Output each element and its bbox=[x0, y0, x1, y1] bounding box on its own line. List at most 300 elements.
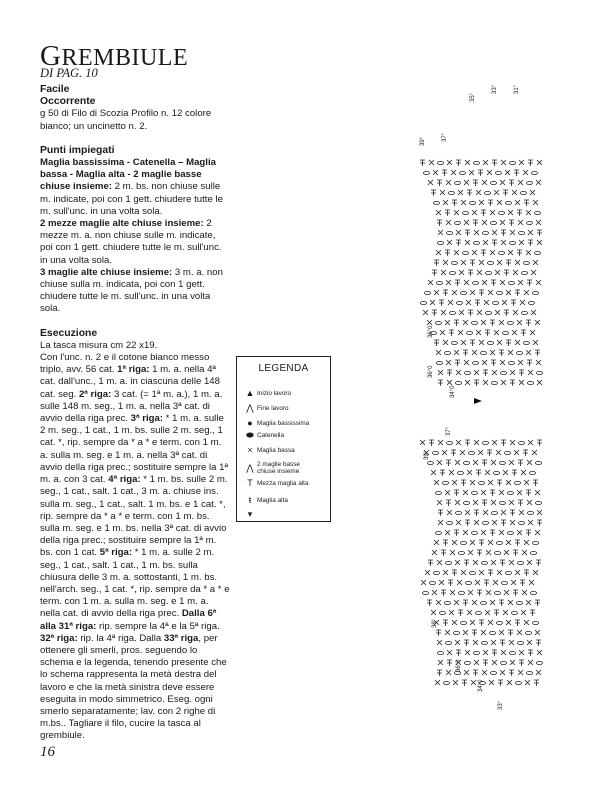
chart-stitch-symbol bbox=[519, 521, 525, 524]
chart-stitch-symbol bbox=[500, 640, 505, 646]
chart-stitch-symbol bbox=[461, 570, 466, 575]
chart-stitch-symbol bbox=[474, 230, 479, 235]
chart-stitch-symbol bbox=[454, 210, 459, 215]
chart-stitch-symbol bbox=[472, 491, 478, 494]
legend-item: ⋀ Fine lavoro bbox=[243, 405, 289, 412]
chart-stitch-symbol bbox=[531, 270, 536, 275]
chart-stitch-symbol bbox=[509, 180, 514, 186]
chart-stitch-symbol bbox=[528, 160, 533, 166]
chart-stitch-symbol bbox=[527, 560, 532, 565]
chart-stitch-symbol bbox=[423, 591, 429, 594]
chart-stitch-symbol bbox=[533, 291, 539, 294]
chart-stitch-symbol bbox=[501, 520, 506, 526]
chart-stitch-symbol bbox=[463, 530, 468, 535]
chart-stitch-symbol bbox=[442, 450, 447, 455]
chart-stitch-symbol bbox=[531, 551, 537, 554]
chart-stitch-symbol bbox=[494, 471, 500, 474]
chart-stitch-symbol bbox=[519, 660, 524, 666]
chart-stitch-symbol bbox=[449, 330, 454, 336]
chart-stitch-symbol bbox=[463, 251, 469, 254]
chart-stitch-symbol bbox=[450, 271, 456, 274]
chart-stitch-symbol bbox=[445, 601, 451, 604]
chart-stitch-symbol bbox=[519, 441, 525, 444]
chart-stitch-symbol bbox=[504, 270, 509, 276]
chart-stitch-symbol bbox=[531, 591, 537, 594]
chart-stitch-symbol bbox=[481, 630, 486, 635]
chart-stitch-symbol bbox=[518, 670, 523, 675]
chart-stitch-symbol bbox=[510, 510, 515, 516]
chart-stitch-symbol bbox=[524, 570, 529, 576]
chart-stitch-symbol bbox=[447, 660, 452, 666]
chart-stitch-symbol bbox=[434, 340, 439, 346]
legend-item: ŧ Maglia alta bbox=[243, 497, 288, 504]
chart-stitch-symbol bbox=[504, 590, 509, 595]
chart-stitch-symbol bbox=[464, 220, 469, 225]
chart-stitch-symbol bbox=[508, 600, 513, 605]
chart-stitch-symbol bbox=[468, 550, 473, 555]
chart-stitch-symbol bbox=[528, 520, 533, 525]
chart-stitch-symbol bbox=[427, 320, 432, 325]
chart-stitch-symbol bbox=[500, 220, 505, 225]
chart-stitch-symbol bbox=[445, 530, 450, 535]
chart-stitch-symbol bbox=[533, 621, 539, 624]
chart-stitch-symbol bbox=[479, 260, 484, 265]
chart-stitch-symbol bbox=[492, 440, 497, 445]
chart-stitch-symbol bbox=[434, 480, 439, 485]
chart-stitch-symbol bbox=[465, 240, 470, 245]
chart-stitch-symbol bbox=[535, 630, 540, 635]
chart-stitch-symbol bbox=[501, 661, 507, 664]
chart-stitch-symbol bbox=[453, 680, 458, 685]
chart-stitch-symbol bbox=[510, 370, 515, 375]
chart-stitch-symbol bbox=[479, 481, 485, 484]
chart-stitch-symbol bbox=[481, 250, 486, 256]
chart-stitch-symbol bbox=[513, 550, 518, 556]
chart-stitch-symbol bbox=[497, 291, 503, 294]
chart-stitch-symbol bbox=[446, 360, 451, 365]
chart-stitch-symbol bbox=[519, 160, 524, 165]
stitches-list: Maglia bassissima - Catenella – Maglia bassa - Maglia alta - 2 maglie basse chiuse insieme: 2 m. bs. non chiuse sulle m. indicate, poi con 1 gett. chiudere tutte le m. sull'unc. in una volta sola. bbox=[40, 157, 223, 217]
chart-stitch-symbol bbox=[459, 551, 465, 554]
chart-stitch-symbol bbox=[526, 250, 531, 255]
chart-stitch-symbol bbox=[448, 580, 453, 586]
chart-stitch-symbol bbox=[428, 180, 433, 185]
chart-stitch-symbol bbox=[533, 541, 539, 544]
chart-stitch-symbol bbox=[447, 380, 452, 385]
chart-stitch-symbol bbox=[517, 490, 522, 495]
chart-stitch-symbol bbox=[437, 220, 442, 226]
chart-stitch-symbol bbox=[473, 361, 479, 364]
chart-stitch-symbol bbox=[482, 561, 488, 564]
chart-stitch-symbol bbox=[458, 330, 463, 335]
chart-stitch-symbol bbox=[521, 610, 526, 615]
chart-stitch-symbol bbox=[479, 290, 484, 296]
chart-stitch-symbol bbox=[465, 160, 470, 165]
chart-stitch-symbol bbox=[454, 350, 459, 355]
chart-stitch-symbol bbox=[505, 451, 511, 454]
chart-stitch-symbol bbox=[537, 380, 542, 385]
chart-stitch-symbol bbox=[470, 290, 475, 295]
chart-stitch-symbol bbox=[491, 181, 497, 184]
chart-stitch-symbol bbox=[522, 550, 527, 555]
chart-stitch-symbol bbox=[485, 191, 491, 194]
chart-stitch-symbol bbox=[477, 270, 482, 275]
chart-stitch-symbol bbox=[530, 330, 535, 335]
chart-stitch-symbol bbox=[494, 190, 499, 195]
chart-stitch-symbol bbox=[483, 650, 488, 655]
chart-stitch-symbol bbox=[431, 470, 436, 475]
chart-stitch-symbol bbox=[482, 670, 487, 675]
chart-stitch-symbol bbox=[481, 351, 487, 354]
chart-stitch-symbol bbox=[424, 171, 430, 174]
chart-stitch-symbol bbox=[445, 210, 450, 216]
chart-stitch-symbol bbox=[495, 270, 500, 275]
start-arrow-icon bbox=[474, 398, 482, 404]
materials-text: g 50 di Filo di Scozia Profilo n. 12 colore bianco; un uncinetto n. 2. bbox=[40, 108, 212, 132]
chart-stitch-symbol bbox=[447, 240, 452, 245]
chart-stitch-symbol bbox=[477, 550, 482, 556]
chart-stitch-symbol bbox=[448, 300, 453, 305]
chart-stitch-symbol bbox=[536, 670, 541, 675]
chart-stitch-symbol bbox=[469, 451, 475, 454]
chart-stitch-symbol bbox=[537, 160, 542, 165]
chart-stitch-symbol bbox=[533, 200, 538, 205]
chart-stitch-symbol bbox=[509, 500, 514, 505]
chart-stitch-symbol bbox=[490, 250, 495, 255]
chart-stitch-symbol bbox=[437, 640, 442, 645]
chart-stitch-symbol bbox=[478, 450, 483, 455]
chart-stitch-symbol bbox=[495, 551, 501, 554]
chart-stitch-symbol bbox=[481, 210, 486, 216]
chart-stitch-symbol bbox=[452, 570, 457, 576]
chart-stitch-symbol bbox=[464, 360, 469, 365]
chart-stitch-symbol bbox=[438, 380, 443, 386]
chart-stitch-symbol bbox=[506, 620, 511, 625]
chart-stitch-symbol bbox=[444, 681, 450, 684]
chart-stitch-symbol bbox=[450, 590, 455, 595]
chart-label: 34°0 bbox=[450, 385, 456, 398]
chart-stitch-symbol bbox=[510, 230, 515, 235]
chart-stitch-symbol bbox=[501, 440, 506, 446]
chart-stitch-symbol bbox=[517, 530, 522, 535]
chart-stitch-symbol bbox=[455, 500, 460, 505]
chart-stitch-symbol bbox=[500, 560, 505, 566]
chart-stitch-symbol bbox=[451, 450, 456, 456]
chart-stitch-symbol bbox=[509, 560, 514, 565]
chart-stitch-symbol bbox=[428, 461, 434, 464]
chart-stitch-symbol bbox=[468, 310, 473, 316]
chart-stitch-symbol bbox=[515, 200, 520, 205]
chart-stitch-symbol bbox=[466, 300, 471, 305]
chart-stitch-symbol bbox=[518, 280, 523, 285]
chart-stitch-symbol bbox=[423, 310, 428, 315]
chart-stitch-symbol bbox=[421, 301, 427, 304]
chart-stitch-symbol bbox=[497, 541, 503, 544]
chart-stitch-symbol bbox=[512, 470, 517, 476]
chart-stitch-symbol bbox=[509, 220, 514, 226]
chart-stitch-symbol bbox=[491, 500, 496, 505]
legend-item: ▲ Inizio lavoro bbox=[243, 390, 291, 397]
chart-stitch-symbol bbox=[527, 460, 532, 465]
chart-stitch-symbol bbox=[533, 480, 538, 486]
chart-stitch-symbol bbox=[463, 630, 468, 635]
chart-stitch-symbol bbox=[437, 560, 442, 565]
chart-stitch-symbol bbox=[501, 510, 506, 515]
chart-stitch-symbol bbox=[483, 240, 488, 245]
chart-stitch-symbol bbox=[454, 631, 460, 634]
chart-stitch-symbol bbox=[527, 181, 533, 184]
chart-stitch-symbol bbox=[514, 450, 519, 455]
chart-stitch-symbol bbox=[473, 281, 479, 284]
chart-stitch-symbol bbox=[463, 211, 469, 214]
chart-stitch-symbol bbox=[443, 481, 449, 484]
chart-stitch-symbol bbox=[487, 450, 492, 456]
chart-stitch-symbol bbox=[536, 640, 541, 646]
chart-stitch-symbol bbox=[463, 600, 468, 606]
chart-stitch-symbol bbox=[506, 201, 512, 204]
chart-stitch-symbol bbox=[526, 530, 531, 536]
chart-stitch-symbol bbox=[476, 330, 481, 335]
chart-stitch-symbol bbox=[534, 680, 539, 686]
chart-stitch-symbol bbox=[470, 620, 475, 625]
chart-stitch-symbol bbox=[464, 180, 469, 185]
chart-stitch-symbol bbox=[510, 660, 515, 665]
chart-stitch-symbol bbox=[506, 480, 511, 485]
chart-stitch-symbol bbox=[472, 531, 478, 534]
chart-stitch-symbol bbox=[494, 330, 499, 335]
chart-stitch-symbol bbox=[497, 480, 502, 486]
chart-stitch-symbol bbox=[488, 200, 493, 206]
chart-label: 36°0 bbox=[428, 325, 434, 338]
chart-stitch-symbol bbox=[483, 660, 488, 666]
chart-stitch-symbol bbox=[465, 661, 471, 664]
chart-stitch-symbol bbox=[450, 550, 455, 555]
chart-label: 38° bbox=[432, 618, 438, 628]
chart-stitch-symbol bbox=[496, 171, 502, 174]
chart-stitch-symbol bbox=[473, 220, 478, 226]
page-reference: DI PAG. 10 bbox=[40, 66, 98, 80]
chart-stitch-symbol bbox=[482, 180, 487, 185]
chart-stitch-symbol bbox=[470, 571, 476, 574]
chart-stitch-symbol bbox=[481, 490, 486, 495]
chart-stitch-symbol bbox=[452, 341, 458, 344]
chart-stitch-symbol bbox=[465, 230, 470, 236]
chart-stitch-symbol bbox=[522, 311, 528, 314]
chart-stitch-symbol bbox=[441, 310, 446, 315]
chart-stitch-symbol bbox=[523, 170, 528, 175]
chart-stitch-symbol bbox=[526, 631, 532, 634]
chart-label: 37° bbox=[446, 426, 452, 436]
chart-stitch-symbol bbox=[533, 260, 538, 265]
chart-stitch-symbol bbox=[530, 471, 536, 474]
chart-stitch-symbol bbox=[503, 610, 508, 615]
difficulty-label: Facile bbox=[40, 84, 70, 95]
chart-stitch-symbol bbox=[455, 360, 460, 366]
chart-stitch-symbol bbox=[472, 630, 477, 636]
chart-stitch-symbol bbox=[535, 251, 541, 254]
chart-stitch-symbol bbox=[428, 560, 433, 566]
chart-stitch-symbol bbox=[492, 520, 497, 525]
chart-stitch-symbol bbox=[437, 500, 442, 505]
chart-stitch-symbol bbox=[499, 490, 504, 495]
chart-stitch-symbol bbox=[515, 540, 520, 546]
chart-stitch-symbol bbox=[447, 231, 453, 234]
chart-stitch-symbol bbox=[528, 511, 534, 514]
chart-label: 33° bbox=[498, 700, 504, 710]
chart-stitch-symbol bbox=[488, 341, 494, 344]
chart-stitch-symbol bbox=[483, 510, 488, 515]
chart-stitch-symbol bbox=[452, 290, 457, 295]
chart-stitch-symbol bbox=[446, 500, 451, 506]
chart-stitch-symbol bbox=[537, 240, 542, 245]
chart-stitch-symbol bbox=[493, 301, 499, 304]
chart-stitch-symbol bbox=[506, 340, 511, 346]
chart-stitch-symbol bbox=[500, 360, 505, 365]
chart-stitch-symbol bbox=[474, 510, 479, 516]
legend-item: ⋀ 2 maglie basse chiuse insieme bbox=[243, 461, 319, 475]
execution-text: Con l'unc. n. 2 e il cotone bianco messo triplo, avv. 56 cat. 1ª riga: 1 m. a. nella 4ª cat. dall'unc., 1 m. a. in ciascuna delle 148 cat. seg. 2ª riga: 3 cat. (= 1ª m. a.), 1 m. a. sulle 148 m. seg., 1 m. a. nella 3ª cat. di avvio della riga prec. 3ª riga: * 1 m. a. sulle 2 m. seg., 1 cat., 1 m. bs. sulle 2 m. seg., 1 cat. *, rip. sempre da * a * e term. con 1 m. a. sulla m. seg. e 1 m. a. nella 3ª cat. di avvio della riga prec.; sostituire sempre la 1ª m. a. con 3 cat. 4ª riga: * 1 m. bs. sulle 2 m. seg., 1 cat., salt. 1 cat., 3 m. a. chiuse ins. sulla m. seg., 1 cat., salt. 1 m. bs. e 1 cat. *, rip. sempre da * a * e term. con 1 m. bs. sulla m. seg. e 1 m. bs. nella 3ª cat. di avvio della riga prec.; sostituire sempre la 1ª m. bs. con 1 cat. 5ª riga: * 1 m. a. sulle 2 m. seg., 1 cat., salt. 1 cat., 1 m. bs. sulla chiusura delle 3 m. a. sottostanti, 1 m. bs. nell'arch. seg., 1 cat. *, rip. sempre da * a * e term. con 1 m. a. sulla m. seg. e 1 m. a. nella cat. di avvio della riga prec. Dalla 6ª alla 31ª riga: rip. sempre la 4ª e la 5ª riga. 32ª riga: rip. la 4ª riga. Dalla 33ª riga, per ottenere gli smerli, pros. seguendo lo schema e la legenda, tenendo presente che lo schema rappresenta la metà destra del lavoro e che la metà sinistra deve essere eseguita in modo simmetrico. Eseg. ogni smerlo separatamente; lav. con 2 righe di m.bs.. Tagliare il filo, cucire la tasca al grembiule. bbox=[40, 352, 230, 742]
arrow-start-icon: ▲ bbox=[245, 388, 255, 398]
chart-stitch-symbol bbox=[516, 681, 522, 684]
chart-stitch-symbol bbox=[475, 580, 480, 585]
chart-stitch-symbol bbox=[510, 651, 516, 654]
chart-stitch-symbol bbox=[536, 180, 541, 185]
chart-stitch-symbol bbox=[445, 320, 450, 325]
chart-stitch-symbol bbox=[533, 340, 538, 345]
chart-stitch-symbol bbox=[537, 520, 542, 526]
chart-stitch-symbol bbox=[491, 360, 496, 366]
chart-stitch-symbol bbox=[443, 340, 448, 345]
chart-stitch-symbol bbox=[499, 530, 504, 535]
chart-stitch-symbol bbox=[483, 160, 488, 165]
chart-stitch-symbol bbox=[501, 230, 506, 236]
chart-stitch-symbol bbox=[446, 220, 451, 225]
chart-stitch-symbol bbox=[474, 660, 479, 665]
chart-stitch-symbol bbox=[443, 200, 448, 205]
chart-stitch-symbol bbox=[437, 180, 442, 186]
chart-stitch-symbol bbox=[518, 561, 524, 564]
chart-stitch-symbol bbox=[452, 200, 457, 206]
chart-stitch-symbol bbox=[446, 280, 451, 285]
chart-stitch-symbol bbox=[536, 501, 542, 504]
chart-stitch-symbol bbox=[438, 440, 443, 445]
chart-stitch-symbol bbox=[537, 230, 542, 236]
chart-stitch-symbol bbox=[438, 651, 444, 654]
chart-stitch-symbol bbox=[536, 560, 541, 566]
chart-stitch-symbol bbox=[434, 201, 440, 204]
chart-stitch-symbol bbox=[536, 220, 541, 225]
chart-stitch-symbol bbox=[425, 291, 431, 294]
legend-item bbox=[243, 511, 257, 518]
chart-stitch-symbol bbox=[492, 650, 497, 656]
chart-stitch-symbol bbox=[458, 190, 463, 195]
chart-stitch-symbol bbox=[440, 611, 446, 614]
chart-stitch-symbol bbox=[497, 200, 502, 205]
chart-stitch-symbol bbox=[506, 540, 511, 545]
chart-stitch-symbol bbox=[482, 360, 487, 365]
chart-stitch-symbol bbox=[476, 470, 481, 476]
chart-stitch-symbol bbox=[529, 580, 534, 585]
chart-stitch-symbol bbox=[527, 221, 533, 224]
chart-stitch-symbol bbox=[456, 381, 462, 384]
chart-stitch-symbol bbox=[487, 170, 492, 175]
chart-stitch-symbol bbox=[506, 571, 512, 574]
chart-stitch-symbol bbox=[496, 450, 501, 455]
chart-stitch-symbol bbox=[509, 281, 515, 284]
chart-stitch-symbol bbox=[428, 280, 433, 285]
chart-stitch-symbol bbox=[446, 561, 452, 564]
legend-item: T Mezza maglia alta bbox=[243, 480, 309, 487]
chart-stitch-symbol bbox=[521, 330, 526, 336]
chart-stitch-symbol bbox=[488, 620, 493, 625]
chart-stitch-symbol bbox=[463, 320, 468, 325]
chart-stitch-symbol bbox=[527, 671, 533, 674]
chart-stitch-symbol bbox=[437, 281, 443, 284]
chart-stitch-symbol bbox=[434, 571, 440, 574]
chart-stitch-symbol bbox=[474, 520, 479, 525]
chart-stitch-symbol bbox=[483, 441, 489, 444]
chart-stitch-symbol bbox=[465, 520, 470, 526]
chain-icon: ⬬ bbox=[246, 430, 254, 440]
chart-stitch-symbol bbox=[501, 240, 506, 245]
chart-stitch-symbol bbox=[486, 271, 492, 274]
chart-stitch-symbol bbox=[527, 640, 532, 645]
chart-stitch-symbol bbox=[508, 630, 513, 636]
chart-stitch-symbol bbox=[441, 270, 446, 275]
chart-stitch-symbol bbox=[515, 481, 521, 484]
chart-stitch-symbol bbox=[475, 300, 480, 306]
chart-stitch-symbol bbox=[431, 610, 436, 615]
chart-stitch-symbol bbox=[517, 630, 522, 635]
chart-stitch-symbol bbox=[452, 480, 457, 485]
chart-stitch-symbol bbox=[500, 461, 506, 464]
chart-stitch-symbol bbox=[508, 350, 513, 355]
chart-stitch-symbol bbox=[500, 670, 505, 675]
chart-stitch-symbol bbox=[459, 591, 465, 594]
chart-stitch-symbol bbox=[515, 620, 520, 626]
chart-stitch-symbol bbox=[492, 240, 497, 246]
chart-stitch-symbol bbox=[443, 570, 448, 575]
chart-stitch-symbol bbox=[528, 440, 533, 445]
chart-stitch-symbol bbox=[527, 360, 532, 366]
chart-stitch-symbol bbox=[504, 550, 509, 555]
chart-stitch-symbol bbox=[522, 271, 528, 274]
chart-stitch-symbol bbox=[461, 541, 467, 544]
chart-stitch-symbol bbox=[479, 570, 484, 575]
chart-stitch-symbol bbox=[474, 651, 480, 654]
chart-stitch-symbol bbox=[442, 170, 447, 176]
chart-stitch-symbol bbox=[437, 361, 443, 364]
chart-label: 31° bbox=[514, 84, 520, 94]
chart-stitch-symbol bbox=[482, 280, 487, 285]
chart-stitch-symbol bbox=[454, 490, 459, 496]
chart-stitch-symbol bbox=[535, 320, 540, 325]
stitch-dc3tog: 3 maglie alte chiuse insieme: 3 m. a. non chiuse sulla m. indicata, poi con 1 gett. chiudere tutte le m. sull'unc. in una volta sola. bbox=[40, 266, 223, 315]
chart-stitch-symbol bbox=[447, 160, 452, 165]
chart-stitch-symbol bbox=[465, 371, 471, 374]
chart-stitch-symbol bbox=[461, 291, 467, 294]
chart-stitch-symbol bbox=[530, 610, 535, 616]
chart-stitch-symbol bbox=[465, 380, 470, 385]
chart-stitch-symbol bbox=[508, 491, 514, 494]
chart-label: 35° bbox=[470, 92, 476, 102]
chart-stitch-symbol bbox=[468, 270, 473, 276]
chart-stitch-symbol bbox=[445, 250, 450, 256]
chart-stitch-symbol bbox=[472, 250, 477, 255]
chart-stitch-symbol bbox=[518, 641, 524, 644]
chart-stitch-symbol bbox=[434, 540, 439, 545]
chart-stitch-symbol bbox=[464, 280, 469, 285]
